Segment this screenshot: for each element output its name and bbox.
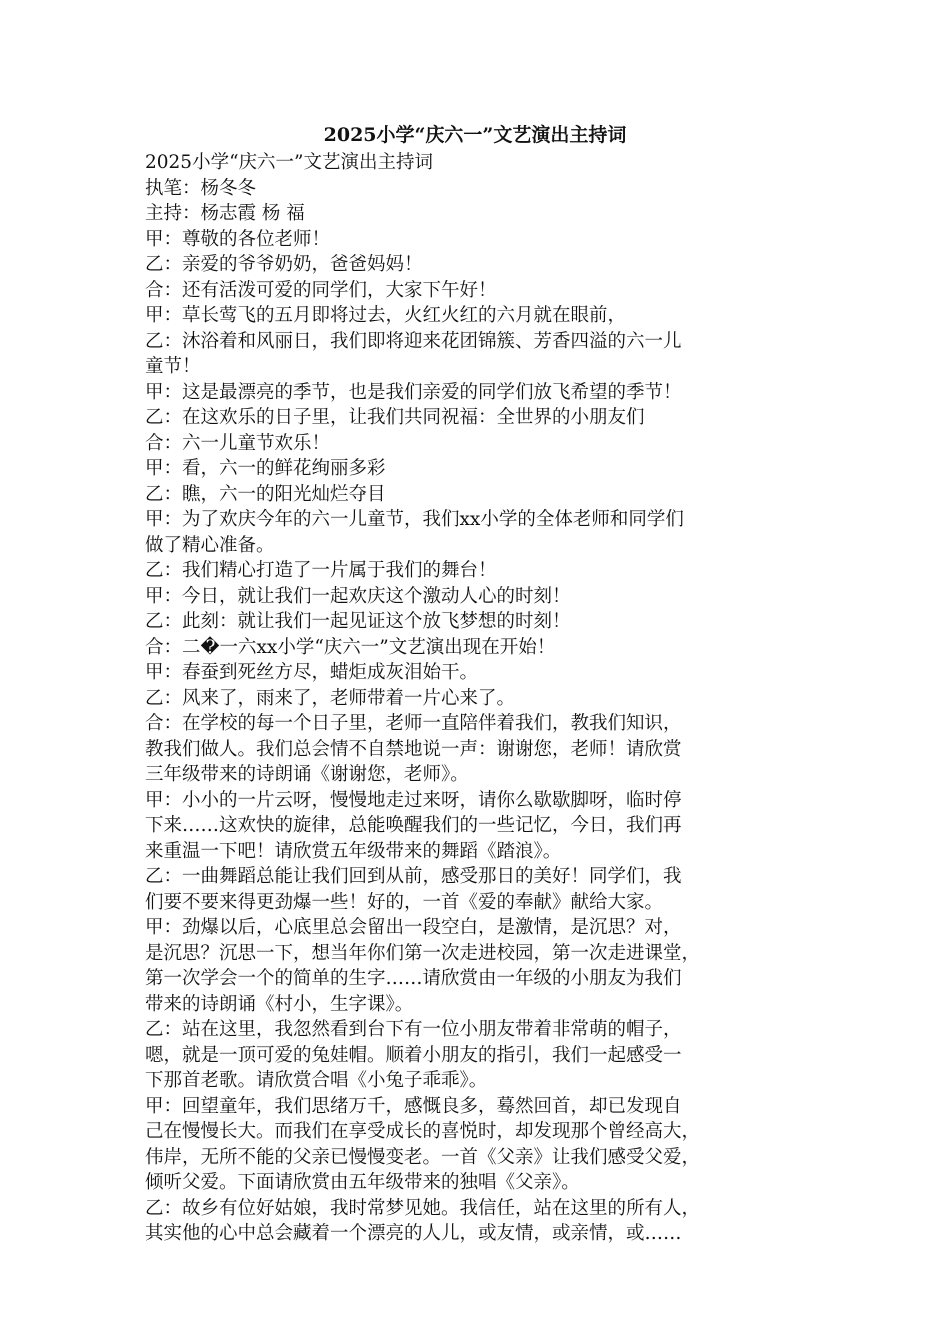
text-line: 甲：这是最漂亮的季节，也是我们亲爱的同学们放飞希望的季节！ (145, 381, 682, 403)
text-line: 甲：尊敬的各位老师！ (145, 228, 331, 250)
text-line: 乙：在这欢乐的日子里，让我们共同祝福：全世界的小朋友们 (145, 407, 645, 428)
text-line: 乙：我们精心打造了一片属于我们的舞台！ (145, 560, 497, 581)
text-line: 乙：沐浴着和风丽日，我们即将迎来花团锦簇、芳香四溢的六一儿 (145, 330, 682, 352)
text-line: 乙：瞧，六一的阳光灿烂夺目 (145, 483, 386, 505)
text-line: 童节！ (145, 356, 201, 377)
text-line: 甲：春蚕到死丝方尽，蜡炬成灰泪始干。 (145, 662, 479, 683)
text-line: 己在慢慢长大。而我们在享受成长的喜悦时，却发现那个曾经高大， (145, 1121, 701, 1142)
document-title: 2025小学“庆六一”文艺演出主持词 (323, 124, 627, 146)
text-line: 甲：今日，就让我们一起欢庆这个激动人心的时刻！ (145, 585, 571, 607)
text-line: 倾听父爱。下面请欣赏由五年级带来的独唱《父亲》。 (145, 1172, 580, 1193)
text-line: 乙：站在这里，我忽然看到台下有一位小朋友带着非常萌的帽子， (145, 1019, 682, 1040)
text-line: 主持：杨志霞 杨 福 (145, 203, 305, 224)
text-line: 2025小学“庆六一”文艺演出主持词 (145, 152, 433, 173)
document-body (145, 150, 810, 1247)
text-line: 第一次学会一个的简单的生字……请欣赏由一年级的小朋友为我们 (145, 968, 682, 989)
text-line: 甲：为了欢庆今年的六一儿童节，我们xx小学的全体老师和同学们 (145, 509, 684, 530)
text-line: 是沉思？沉思一下，想当年你们第一次走进校园，第一次走进课堂， (145, 942, 701, 964)
text-line: 三年级带来的诗朗诵《谢谢您，老师》。 (145, 764, 469, 785)
text-line: 下来……这欢快的旋律，总能唤醒我们的一些记忆，今日，我们再 (145, 815, 682, 836)
text-line: 们要不要来得更劲爆一些！好的，一首《爱的奉献》献给大家。 (145, 891, 664, 913)
text-line: 乙：此刻：就让我们一起见证这个放飞梦想的时刻！ (145, 611, 571, 632)
text-line: 甲：劲爆以后，心底里总会留出一段空白，是激情，是沉思？对， (145, 917, 682, 938)
text-line: 合：二�一六xx小学“庆六一”文艺演出现在开始！ (145, 636, 556, 658)
text-line: 乙：风来了，雨来了，老师带着一片心来了。 (145, 687, 516, 709)
text-line: 做了精心准备。 (145, 534, 275, 556)
text-line: 乙：故乡有位好姑娘，我时常梦见她。我信任，站在这里的所有人， (145, 1197, 701, 1219)
text-line: 合：还有活泼可爱的同学们，大家下午好！ (145, 279, 497, 301)
text-line: 乙：亲爱的爷爷奶奶，爸爸妈妈！ (145, 254, 423, 275)
text-line: 带来的诗朗诵《村小，生字课》。 (145, 993, 414, 1015)
text-line: 合：在学校的每一个日子里，老师一直陪伴着我们，教我们知识， (145, 713, 682, 734)
text-line: 教我们做人。我们总会情不自禁地说一声：谢谢您，老师！请欣赏 (145, 738, 682, 760)
text-line: 其实他的心中总会藏着一个漂亮的人儿，或友情，或亲情，或…… (145, 1223, 682, 1244)
text-line: 甲：回望童年，我们思绪万千，感慨良多，蓦然回首，却已发现自 (145, 1095, 682, 1117)
text-line: 嗯，就是一顶可爱的兔娃帽。顺着小朋友的指引，我们一起感受一 (145, 1044, 682, 1066)
text-line: 来重温一下吧！请欣赏五年级带来的舞蹈《踏浪》。 (145, 840, 562, 862)
text-line: 乙：一曲舞蹈总能让我们回到从前，感受那日的美好！同学们，我 (145, 866, 682, 887)
text-line: 合：六一儿童节欢乐！ (145, 432, 331, 454)
text-line: 甲：小小的一片云呀，慢慢地走过来呀，请你么歇歇脚呀，临时停 (145, 789, 682, 811)
text-line: 甲：看，六一的鲜花绚丽多彩 (145, 458, 386, 479)
text-line: 下那首老歌。请欣赏合唱《小兔子乖乖》。 (145, 1070, 488, 1091)
text-line: 伟岸，无所不能的父亲已慢慢变老。一首《父亲》让我们感受父爱， (145, 1146, 701, 1168)
text-line: 执笔：杨冬冬 (145, 177, 257, 199)
text-line: 甲：草长莺飞的五月即将过去，火红火红的六月就在眼前， (145, 305, 627, 326)
